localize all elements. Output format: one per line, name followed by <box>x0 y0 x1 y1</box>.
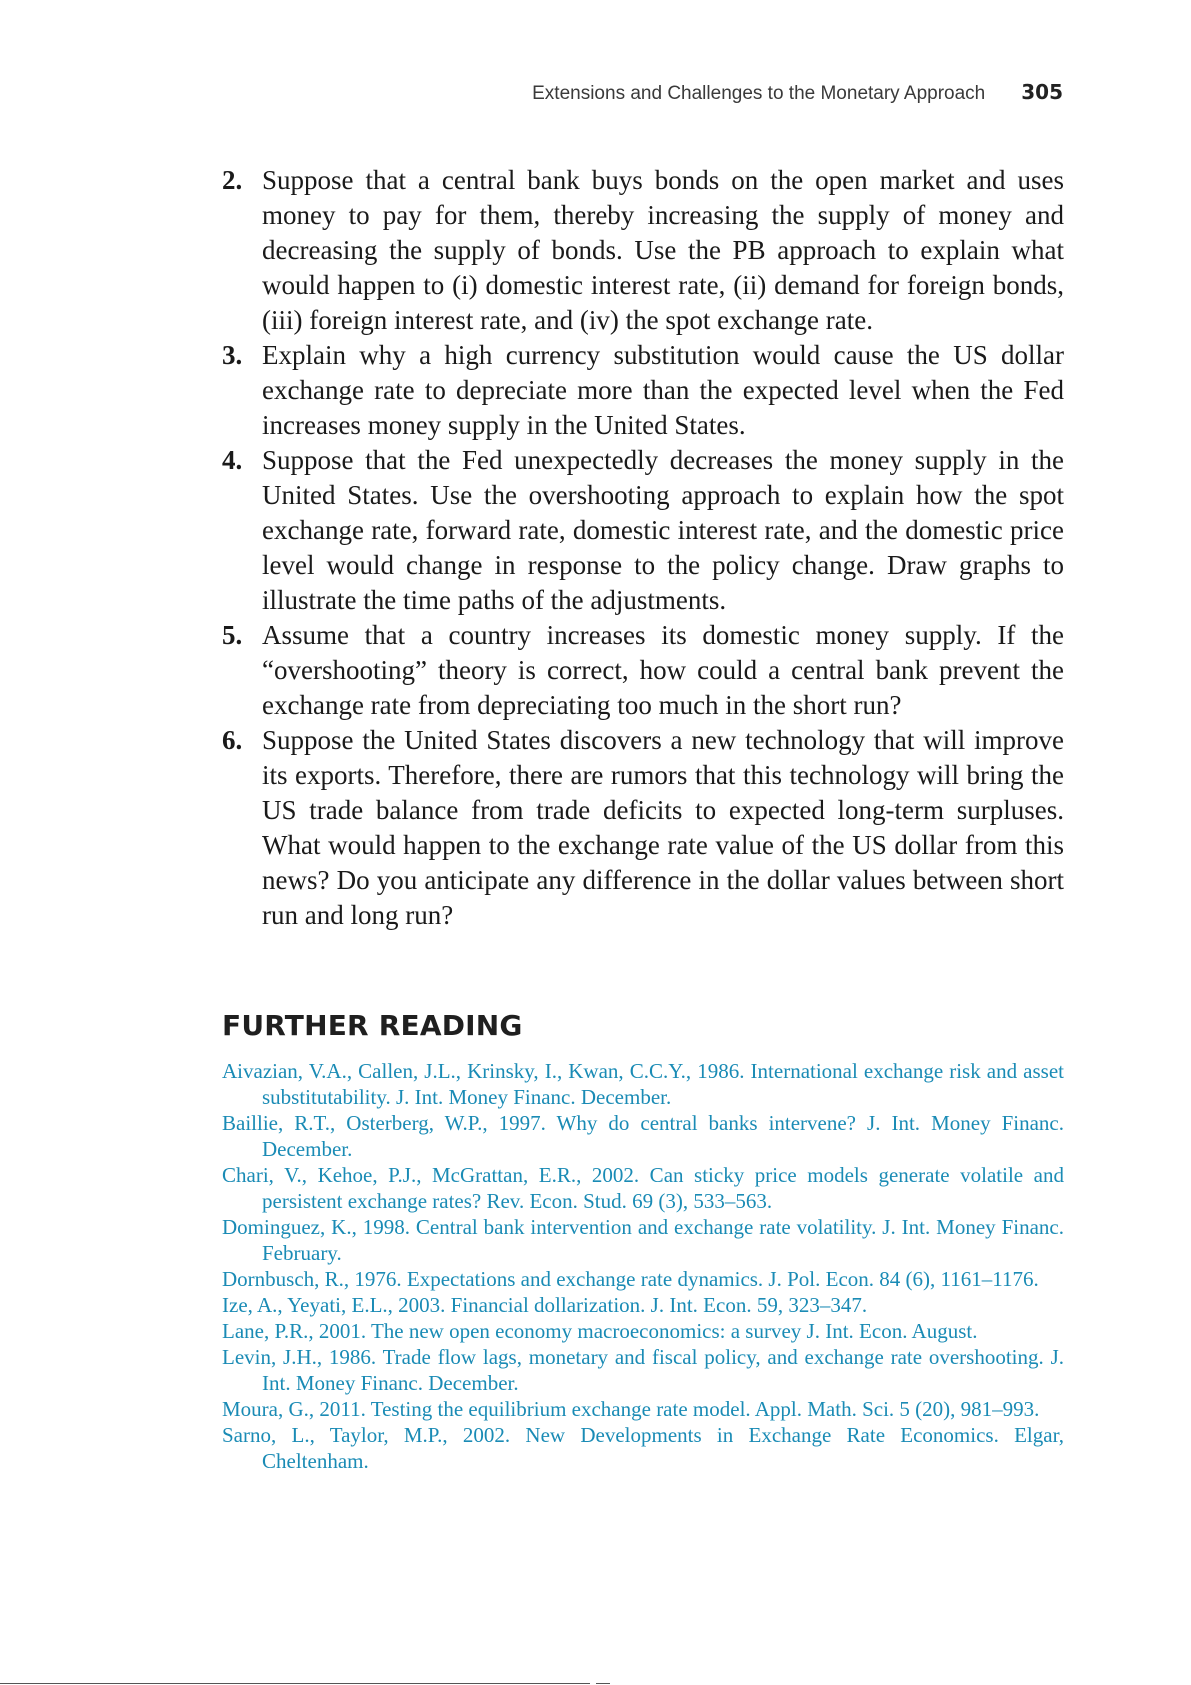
page-number: 305 <box>1021 80 1063 104</box>
exercise-number: 3. <box>222 340 243 370</box>
exercise-item <box>222 163 1064 338</box>
exercise-number: 2. <box>222 165 243 195</box>
exercise-text: Suppose that a central bank buys bonds on the open market and uses money to pay for them, thereby increasing the supply of money and decreasing the supply of bonds. Use the PB approach to explain what would happen to (i) domestic interest rate, (ii) demand for foreign bonds, (iii) foreign interest rate, and (iv) the spot exchange rate. <box>262 165 1064 335</box>
exercise-item <box>222 723 1064 933</box>
exercise-text: Explain why a high currency substitution would cause the US dollar exchange rate to depreciate more than the expected level when the Fed increases money supply in the United States. <box>262 340 1064 440</box>
exercise-number: 6. <box>222 725 243 755</box>
reference-link[interactable]: Baillie, R.T., Osterberg, W.P., 1997. Why do central banks intervene? J. Int. Money Financ. December. <box>222 1111 1064 1161</box>
reference-list <box>222 1058 1064 1474</box>
reference-link[interactable]: Dornbusch, R., 1976. Expectations and exchange rate dynamics. J. Pol. Econ. 84 (6), 1161–1176. <box>222 1267 1039 1291</box>
exercise-item <box>222 618 1064 723</box>
running-head <box>532 80 1063 105</box>
exercise-text: Suppose the United States discovers a new technology that will improve its exports. Therefore, there are rumors that this technology will bring the US trade balance from trade deficits to expected long-term surpluses. What would happen to the exchange rate value of the US dollar from this news? Do you anticipate any difference in the dollar values between short run and long run? <box>262 725 1064 930</box>
exercise-number: 4. <box>222 445 243 475</box>
reference-link[interactable]: Levin, J.H., 1986. Trade flow lags, monetary and fiscal policy, and exchange rate overshooting. J. Int. Money Financ. December. <box>222 1345 1064 1395</box>
reference-link[interactable]: Dominguez, K., 1998. Central bank intervention and exchange rate volatility. J. Int. Money Financ. February. <box>222 1215 1064 1265</box>
reference-link[interactable]: Moura, G., 2011. Testing the equilibrium exchange rate model. Appl. Math. Sci. 5 (20), 981–993. <box>222 1397 1040 1421</box>
reference-link[interactable]: Chari, V., Kehoe, P.J., McGrattan, E.R., 2002. Can sticky price models generate volatile and persistent exchange rates? Rev. Econ. Stud. 69 (3), 533–563. <box>222 1163 1064 1213</box>
reference-link[interactable]: Lane, P.R., 2001. The new open economy macroeconomics: a survey J. Int. Econ. August. <box>222 1319 978 1343</box>
exercise-text: Assume that a country increases its domestic money supply. If the “overshooting” theory is correct, how could a central bank prevent the exchange rate from depreciating too much in the short run? <box>262 620 1064 720</box>
reference-link[interactable]: Sarno, L., Taylor, M.P., 2002. New Developments in Exchange Rate Economics. Elgar, Cheltenham. <box>222 1423 1064 1473</box>
reference-link[interactable]: Ize, A., Yeyati, E.L., 2003. Financial dollarization. J. Int. Econ. 59, 323–347. <box>222 1293 868 1317</box>
exercise-text: Suppose that the Fed unexpectedly decreases the money supply in the United States. Use the overshooting approach to explain how the spot exchange rate, forward rate, domestic interest rate, and the domestic price level would change in response to the policy change. Draw graphs to illustrate the time paths of the adjustments. <box>262 445 1064 615</box>
footer-rule <box>0 1683 590 1684</box>
exercise-item <box>222 338 1064 443</box>
reference-link[interactable]: Aivazian, V.A., Callen, J.L., Krinsky, I., Kwan, C.C.Y., 1986. International exchange risk and asset substitutability. J. Int. Money Financ. December. <box>222 1059 1064 1109</box>
footer-rule-tick <box>596 1683 610 1684</box>
running-title: Extensions and Challenges to the Monetary Approach <box>532 83 986 104</box>
exercise-list <box>222 163 1064 933</box>
further-reading-heading: FURTHER READING <box>222 1009 523 1042</box>
exercise-number: 5. <box>222 620 243 650</box>
exercise-item <box>222 443 1064 618</box>
